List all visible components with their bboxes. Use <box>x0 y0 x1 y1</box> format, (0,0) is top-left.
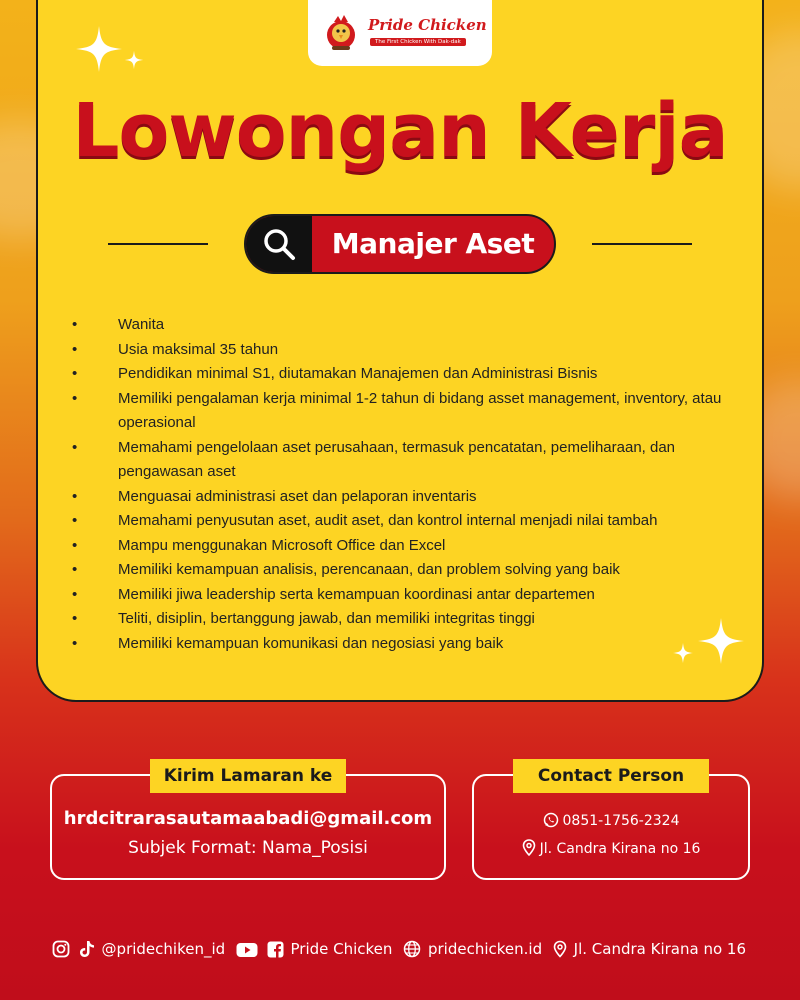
contact-phone-text: 0851-1756-2324 <box>562 813 680 829</box>
divider-right <box>592 243 692 245</box>
list-item: • Memiliki jiwa leadership serta kemampuan koordinasi antar departemen <box>64 583 740 608</box>
list-item: • Memiliki kemampuan komunikasi dan negosiasi yang baik <box>64 632 740 657</box>
chicken-logo-icon <box>324 14 358 52</box>
page-title: Lowongan Kerja <box>72 88 728 174</box>
logo-tab <box>308 0 492 66</box>
contact-address-text: Jl. Candra Kirana no 16 <box>539 841 701 857</box>
location-pin-icon <box>522 839 536 856</box>
contact-phone[interactable] <box>472 812 750 829</box>
brand-name: Pride Chicken <box>368 16 487 34</box>
list-item: • Teliti, disiplin, bertanggung jawab, dan memiliki integritas tinggi <box>64 607 740 632</box>
facebook-icon[interactable] <box>267 941 284 958</box>
divider-left <box>108 243 208 245</box>
brand-tagline: The First Chicken With Dak-dak <box>370 38 466 46</box>
subject-format: Subjek Format: Nama_Posisi <box>128 838 368 858</box>
sparkle-icon <box>74 24 124 74</box>
sparkle-small-icon <box>124 50 144 70</box>
footer-address: Jl. Candra Kirana no 16 <box>573 940 746 958</box>
contact-label: Contact Person <box>513 759 709 793</box>
list-item: • Pendidikan minimal S1, diutamakan Manajemen dan Administrasi Bisnis <box>64 362 740 387</box>
footer-website[interactable]: pridechicken.id <box>427 940 543 958</box>
list-item: • Wanita <box>64 313 740 338</box>
list-item: • Usia maksimal 35 tahun <box>64 338 740 363</box>
list-item: • Memahami pengelolaan aset perusahaan, termasuk pencatatan, pemeliharaan, dan pengawasan aset <box>64 436 740 485</box>
tiktok-icon[interactable] <box>79 940 95 958</box>
requirements-list <box>64 313 740 656</box>
list-item: • Memiliki pengalaman kerja minimal 1-2 tahun di bidang asset management, inventory, atau operasional <box>64 387 740 436</box>
position-badge <box>244 214 556 274</box>
youtube-icon[interactable] <box>236 942 258 958</box>
location-pin-icon <box>553 940 567 958</box>
globe-icon <box>403 940 421 958</box>
instagram-icon[interactable] <box>52 940 70 958</box>
whatsapp-icon <box>543 812 559 828</box>
search-icon <box>246 216 312 272</box>
contact-address <box>472 839 750 857</box>
position-title: Manajer Aset <box>331 227 535 260</box>
footer-handle[interactable]: @pridechiken_id <box>101 940 226 958</box>
apply-label: Kirim Lamaran ke <box>150 759 346 793</box>
list-item: • Mampu menggunakan Microsoft Office dan Excel <box>64 534 740 559</box>
list-item: • Menguasai administrasi aset dan pelaporan inventaris <box>64 485 740 510</box>
social-footer <box>0 940 800 958</box>
list-item: • Memiliki kemampuan analisis, perencanaan, dan problem solving yang baik <box>64 558 740 583</box>
apply-email-link[interactable]: hrdcitrarasautamaabadi@gmail.com <box>63 808 433 829</box>
footer-facebook[interactable]: Pride Chicken <box>290 940 393 958</box>
list-item: • Memahami penyusutan aset, audit aset, dan kontrol internal menjadi nilai tambah <box>64 509 740 534</box>
